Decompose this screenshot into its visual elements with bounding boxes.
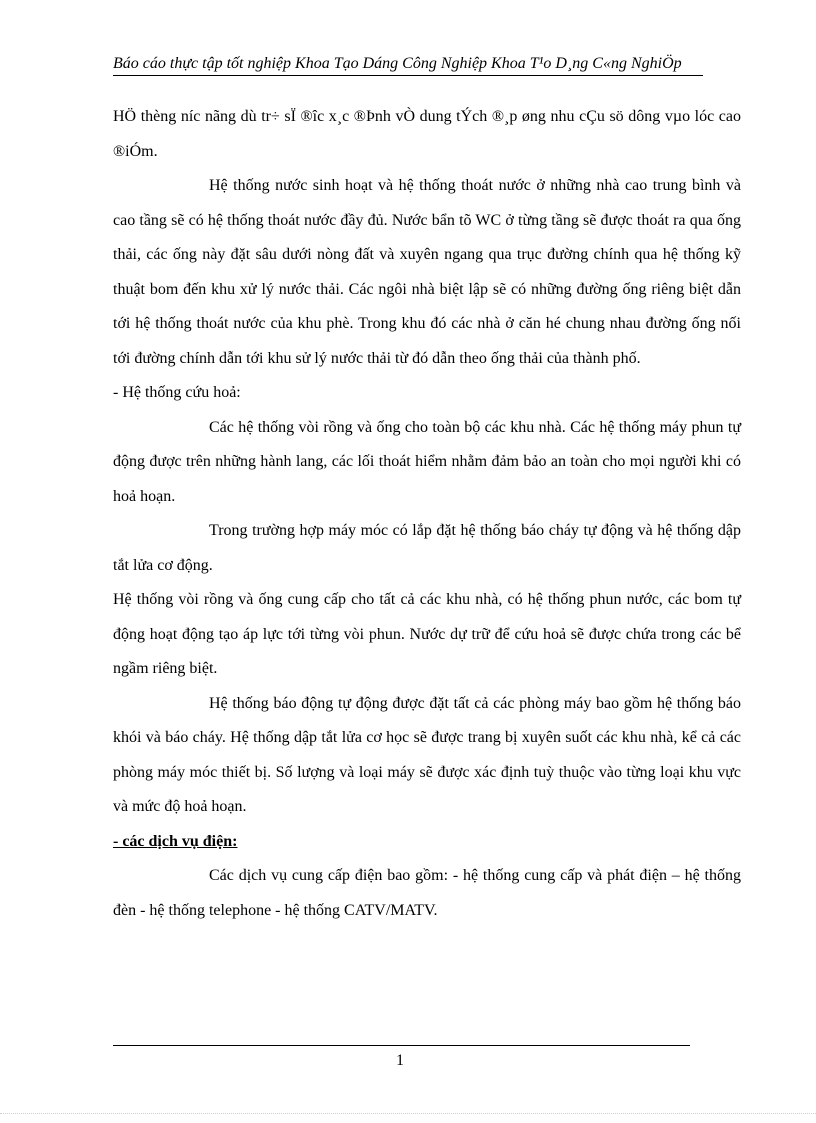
paragraph-drainage: Hệ thống nước sinh hoạt và hệ thống thoát nước ở những nhà cao trung bình và cao tầng sẽ có hệ thống thoát nước đầy đủ. Nước bẩn tõ WC ở từng tầng sẽ được thoát ra qua ống thải, các ống này đặt sâu dưới nòng đất và xuyên ngang qua trục đường chính qua hệ thống kỹ thuật bom đến khu xử lý nước thải. Các ngôi nhà biệt lập sẽ có những đường ống riêng biệt dẫn tới hệ thống thoát nước của khu phè. Trong khu đó các nhà ở căn hé chung nhau đường ống nối tới đường chính dẫn tới khu sử lý nước thải từ đó dẫn theo ống thải của thành phố. (113, 177, 741, 367)
section-heading-electric (113, 825, 741, 860)
paragraph-water-storage: HÖ thèng níc nãng dù tr÷ sÏ ®îc x¸c ®Þnh vÒ dung tÝch ®¸p øng nhu cÇu sö dông vµo lóc cao ®iÓm. (113, 108, 741, 160)
running-header: Báo cáo thực tập tốt nghiệp Khoa Tạo Dáng Công Nghiệp Khoa T¹o D¸ng C«ng NghiÖp (113, 54, 703, 76)
document-body (113, 100, 741, 928)
page-edge-divider (0, 1113, 816, 1114)
page-number: 1 (396, 1052, 404, 1069)
paragraph-fire-hoses: Các hệ thống vòi rồng và ống cho toàn bộ các khu nhà. Các hệ thống máy phun tự động được trên những hành lang, các lối thoát hiểm nhằm đảm bảo an toàn cho mọi người khi có hoả hoạn. (113, 418, 741, 505)
paragraph-alarm-system: Hệ thống báo động tự động được đặt tất cả các phòng máy bao gồm hệ thống báo khói và báo cháy. Hệ thống dập tắt lửa cơ học sẽ được trang bị xuyên suốt các khu nhà, kể cả các phòng máy móc thiết bị. Số lượng và loại máy sẽ được xác định tuỳ thuộc vào từng loại khu vực và mức độ hoả hoạn. (113, 694, 741, 815)
paragraph-hose-system: Hệ thống vòi rồng và ống cung cấp cho tất cả các khu nhà, có hệ thống phun nước, các bom tự động hoạt động tạo áp lực tới từng vòi phun. Nước dự trữ để cứu hoả sẽ được chứa trong các bể ngầm riêng biệt. (113, 591, 741, 677)
paragraph-electric-services: Các dịch vụ cung cấp điện bao gồm: - hệ thống cung cấp và phát điện – hệ thống đèn - hệ thống telephone - hệ thống CATV/MATV. (113, 867, 741, 919)
section-heading-fire: - Hệ thống cứu hoả: (113, 384, 241, 401)
paragraph-fire-alarm-case: Trong trường hợp máy móc có lắp đặt hệ thống báo cháy tự động và hệ thống dập tắt lửa cơ động. (113, 522, 741, 574)
footer-divider (113, 1045, 690, 1046)
section-heading-electric-text: - các dịch vụ điện: (113, 832, 238, 850)
